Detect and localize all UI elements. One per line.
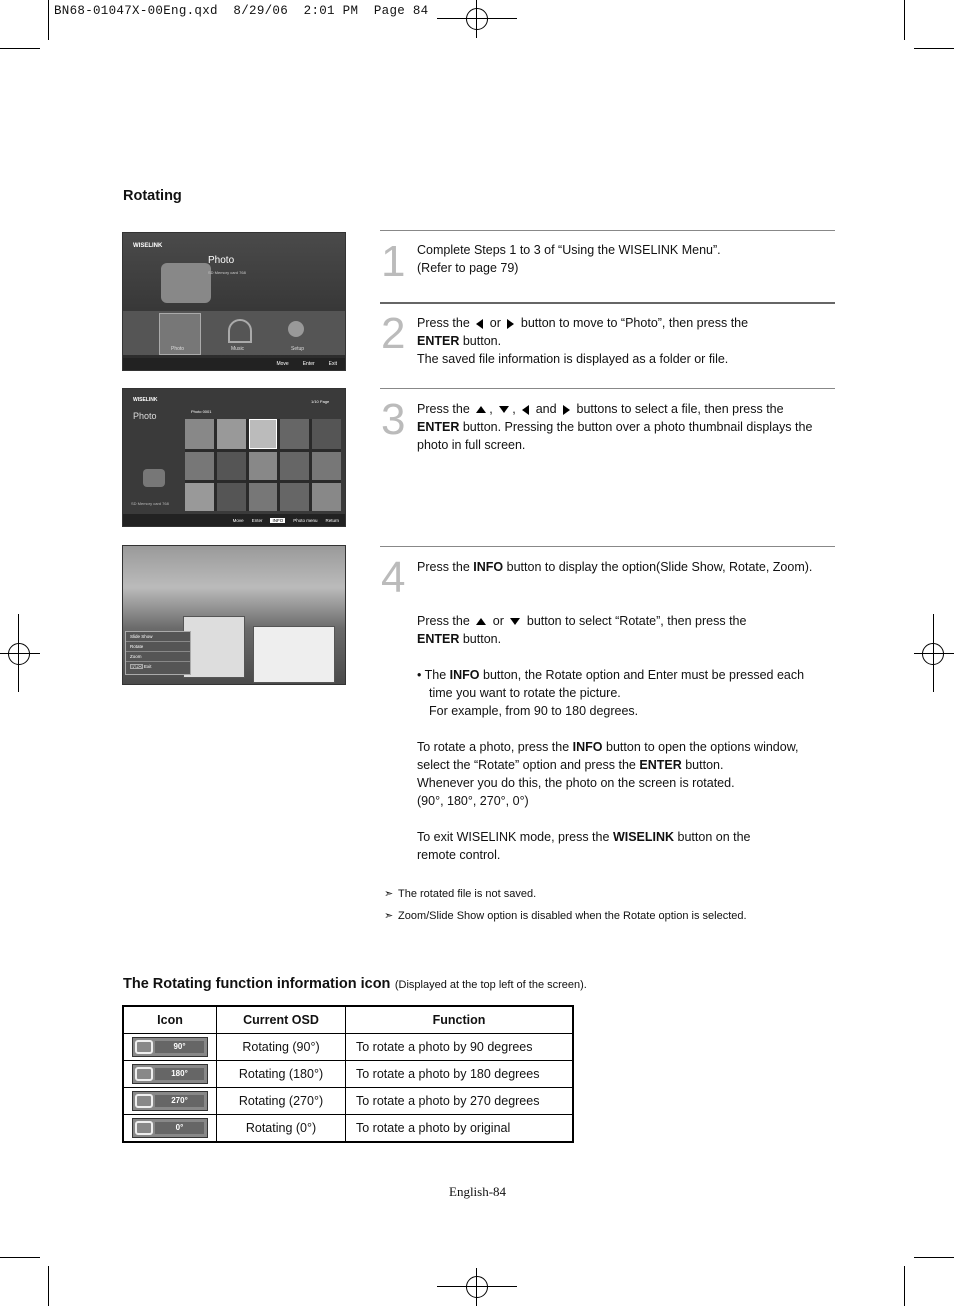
text: button to open the options window, (606, 740, 799, 754)
step-line: Complete Steps 1 to 3 of “Using the WISELINK Menu”. (417, 243, 721, 257)
table-header (123, 1006, 573, 1034)
osd-cell: Rotating (270°) (217, 1088, 346, 1115)
text: To rotate a photo, press the (417, 740, 570, 754)
registration-line (476, 0, 477, 38)
rotate-degree: 0° (155, 1122, 204, 1134)
up-arrow-icon (476, 618, 486, 625)
help-move: Move (232, 517, 244, 523)
folder-thumb[interactable] (185, 419, 214, 449)
table-row (123, 1034, 573, 1061)
info-heading-title: The Rotating function information icon (123, 976, 391, 992)
table-row (123, 1088, 573, 1115)
right-arrow-icon (507, 319, 514, 329)
info-key: INFO (131, 664, 142, 669)
text: time you want to rotate the picture. (429, 686, 621, 700)
step-line: (Refer to page 79) (417, 261, 519, 275)
text: To exit WISELINK mode, press the (417, 830, 610, 844)
note-arrow-icon: ➣ (384, 888, 394, 900)
crop-mark (0, 1257, 40, 1258)
text: button. (462, 334, 502, 348)
file-header: BN68-01047X-00Eng.qxd 8/29/06 2:01 PM Page 84 (54, 4, 429, 18)
text: Press the (417, 560, 470, 574)
rotation-table (122, 1005, 574, 1143)
text: button to select “Rotate”, then press the (526, 614, 747, 628)
tile-label: Setup (291, 346, 305, 352)
rotate-degree: 90° (155, 1041, 204, 1053)
folder-thumb[interactable] (217, 419, 246, 449)
options-menu (125, 631, 191, 675)
photo-thumb[interactable] (312, 419, 341, 449)
registration-line (18, 614, 19, 692)
osd-cell: Rotating (0°) (217, 1115, 346, 1143)
crop-mark (48, 1266, 49, 1306)
text: Press the (417, 614, 470, 628)
photo-thumb[interactable] (249, 419, 278, 449)
text: photo in full screen. (417, 438, 526, 452)
registration-line (0, 653, 40, 654)
help-bar (123, 514, 345, 526)
help-bar (123, 358, 345, 370)
text: The saved file information is displayed as a folder or file. (417, 352, 729, 366)
rotate-icon (132, 1064, 208, 1084)
house-image (253, 626, 335, 683)
rotate-icon (132, 1037, 208, 1057)
registration-line (933, 614, 934, 692)
note-text: Zoom/Slide Show option is disabled when the Rotate option is selected. (398, 910, 747, 922)
step-number: 3 (381, 395, 406, 444)
brand-logo: WISELINK (133, 243, 163, 249)
text: Press the (417, 402, 470, 416)
enter-key: ENTER (417, 632, 460, 646)
photo-thumb[interactable] (249, 452, 278, 480)
screen-title: Photo (208, 255, 235, 266)
osd-cell: Rotating (90°) (217, 1034, 346, 1061)
wiselink-key: WISELINK (612, 830, 675, 844)
step-3-text: Press the , , and buttons to select a file, then press the ENTER button. Pressing the button over a photo thumbnail displays the photo in full screen. (417, 400, 837, 454)
text: remote control. (417, 848, 501, 862)
rotate-degree: 270° (155, 1095, 204, 1107)
help-photo-menu: Photo menu (293, 517, 318, 523)
crop-mark (914, 1257, 954, 1258)
text: or (492, 614, 504, 628)
text: Whenever you do this, the photo on the screen is rotated. (417, 776, 735, 790)
left-arrow-icon (476, 319, 483, 329)
info-heading-sub: (Displayed at the top left of the screen). (394, 979, 587, 991)
icon-cell (123, 1088, 217, 1115)
crop-mark (48, 0, 49, 40)
page-number: English-84 (449, 1184, 507, 1199)
help-return: Return (325, 517, 339, 523)
note-arrow-icon: ➣ (384, 910, 394, 922)
screenshot-photo-list (122, 388, 346, 527)
screen-footer: SD Memory card 768 (131, 501, 169, 506)
text: button to move to “Photo”, then press the (520, 316, 749, 330)
note (384, 909, 747, 922)
photo-thumb[interactable] (185, 452, 214, 480)
help-enter: Enter (302, 361, 315, 367)
text: button. (462, 632, 502, 646)
text: select the “Rotate” option and press the (417, 758, 636, 772)
registration-line (437, 18, 517, 19)
tile-label: Photo (171, 346, 185, 352)
photo-thumb[interactable] (185, 483, 214, 511)
photo-thumb[interactable] (280, 419, 309, 449)
icon-cell (123, 1034, 217, 1061)
section-title: Rotating (123, 188, 182, 204)
step-1-text (417, 241, 837, 277)
text: buttons to select a file, then press the (576, 402, 784, 416)
note-text: The rotated file is not saved. (398, 888, 537, 900)
gear-icon[interactable] (288, 321, 304, 337)
screen-sub: SD Memory card 768 (208, 270, 246, 275)
step-4-text (417, 558, 837, 864)
tile-label: Music (231, 346, 245, 352)
menu-zoom[interactable]: Zoom (126, 652, 190, 662)
registration-line (476, 1268, 477, 1306)
photo-thumb[interactable] (312, 452, 341, 480)
info-key: INFO (473, 560, 504, 574)
registration-mark (466, 8, 488, 30)
text: button. (685, 758, 724, 772)
text: or (489, 316, 501, 330)
text: button on the (677, 830, 751, 844)
photo-thumb[interactable] (217, 483, 246, 511)
step-2-text (417, 314, 837, 368)
table-row (123, 1061, 573, 1088)
page-indicator: 1/10 Page (311, 399, 330, 404)
camera-icon (161, 263, 211, 303)
menu-rotate[interactable]: Rotate (126, 642, 190, 652)
function-cell: To rotate a photo by 180 degrees (346, 1061, 574, 1088)
screenshot-wiselink-menu (122, 232, 346, 371)
down-arrow-icon (510, 618, 520, 625)
up-arrow-icon (476, 406, 486, 413)
menu-exit[interactable]: Exit (144, 664, 152, 669)
info-heading (123, 975, 587, 993)
text: button. Pressing the button over a photo thumbnail displays the (462, 420, 813, 434)
help-exit: Exit (328, 361, 337, 367)
enter-key: ENTER (417, 420, 460, 434)
osd-cell: Rotating (180°) (217, 1061, 346, 1088)
table-row (123, 1115, 573, 1143)
screen-title: Photo (133, 411, 157, 421)
photo-thumb[interactable] (217, 452, 246, 480)
icon-cell (123, 1115, 217, 1143)
help-enter: Enter (251, 517, 263, 523)
camera-icon (143, 469, 165, 487)
icon-cell (123, 1061, 217, 1088)
folder-name: Photo 0001 (191, 409, 212, 414)
thumbnail-grid (185, 419, 341, 511)
text: and (535, 402, 557, 416)
text: button, the Rotate option and Enter must be pressed each (483, 668, 805, 682)
photo-thumb[interactable] (280, 452, 309, 480)
help-info: INFO (272, 517, 284, 523)
text: (90°, 180°, 270°, 0°) (417, 794, 529, 808)
photo-thumb[interactable] (280, 483, 309, 511)
brand-logo: WISELINK (133, 397, 158, 403)
text: • The (417, 668, 447, 682)
left-arrow-icon (522, 405, 529, 415)
col-icon: Icon (123, 1006, 217, 1034)
enter-key: ENTER (417, 334, 460, 348)
house-image (183, 616, 245, 678)
photo-thumb[interactable] (249, 483, 278, 511)
enter-key: ENTER (639, 758, 682, 772)
function-cell: To rotate a photo by 270 degrees (346, 1088, 574, 1115)
info-key: INFO (449, 668, 480, 682)
registration-mark (8, 643, 30, 665)
screenshot-photo-fullscreen (122, 545, 346, 685)
text: For example, from 90 to 180 degrees. (429, 704, 639, 718)
registration-line (914, 653, 954, 654)
info-key: INFO (572, 740, 603, 754)
function-cell: To rotate a photo by original (346, 1115, 574, 1143)
headphone-icon[interactable] (228, 319, 252, 343)
crop-mark (904, 1266, 905, 1306)
col-osd: Current OSD (217, 1006, 346, 1034)
text: button to display the option(Slide Show, Rotate, Zoom). (506, 560, 813, 574)
col-function: Function (346, 1006, 574, 1034)
down-arrow-icon (499, 406, 509, 413)
crop-mark (914, 48, 954, 49)
crop-mark (0, 48, 40, 49)
registration-line (437, 1286, 517, 1287)
registration-mark (466, 1276, 488, 1298)
rotate-icon (132, 1118, 208, 1138)
text: Press the (417, 316, 470, 330)
crop-mark (904, 0, 905, 40)
menu-slide-show[interactable]: Slide Show (126, 632, 190, 642)
note (384, 887, 536, 900)
step-number: 2 (381, 309, 406, 358)
step-number: 1 (381, 237, 406, 286)
right-arrow-icon (563, 405, 570, 415)
function-cell: To rotate a photo by 90 degrees (346, 1034, 574, 1061)
step-number: 4 (381, 553, 406, 602)
rotate-icon (132, 1091, 208, 1111)
rotate-degree: 180° (155, 1068, 204, 1080)
help-move: Move (276, 361, 289, 367)
photo-thumb[interactable] (312, 483, 341, 511)
